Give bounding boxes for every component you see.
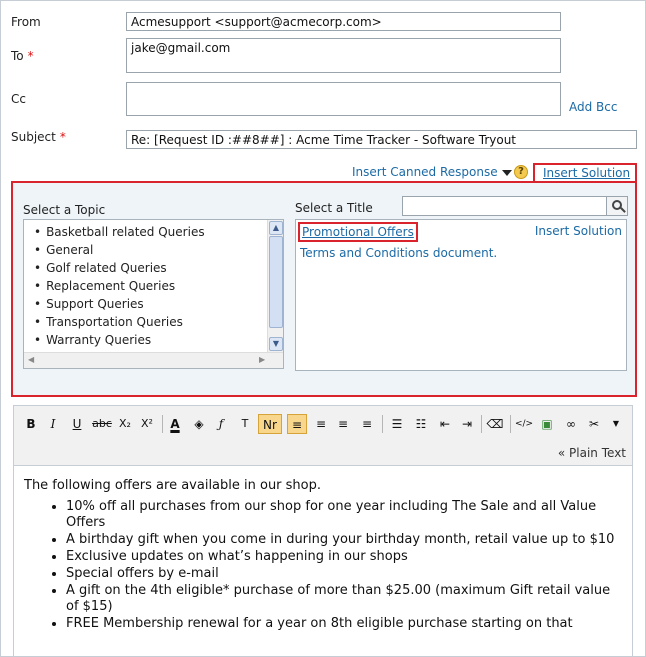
list-item[interactable]: • Warranty Queries (34, 331, 283, 349)
align-justify-icon[interactable]: ≡ (361, 417, 373, 431)
more-options-chevron-down-icon[interactable]: ▼ (612, 419, 620, 428)
font-color-button[interactable]: A (170, 417, 180, 431)
select-title-label: Select a Title (295, 201, 373, 215)
italic-button[interactable]: I (50, 417, 56, 431)
insert-solution-tab-label: Insert Solution (543, 166, 631, 180)
bullet-list-icon[interactable]: ☰ (391, 417, 403, 431)
topic-list[interactable] (23, 219, 284, 369)
image-icon[interactable]: ▣ (541, 417, 553, 431)
search-button[interactable] (606, 196, 628, 216)
list-item[interactable]: • Transportation Queries (34, 313, 283, 331)
list-item[interactable]: • General (34, 241, 283, 259)
outdent-icon[interactable]: ⇤ (439, 417, 451, 431)
plain-text-link[interactable]: « Plain Text (557, 446, 626, 460)
list-item: • A birthday gift when you come in during your birthday month, retail value up to $10 (66, 532, 624, 548)
insert-solution-tab[interactable] (533, 163, 637, 183)
scrollbar-thumb[interactable] (269, 236, 283, 328)
list-item[interactable]: • Support Queries (34, 295, 283, 313)
from-field[interactable]: Acmesupport <support@acmecorp.com> (126, 12, 561, 31)
numbered-list-icon[interactable]: ☷ (415, 417, 427, 431)
list-item: • FREE Membership renewal for a year on 8th eligible purchase starting on that (66, 616, 624, 632)
text-size-icon[interactable]: T (241, 417, 249, 430)
align-right-icon[interactable]: ≡ (337, 417, 349, 431)
to-field[interactable]: jake@gmail.com (126, 38, 561, 73)
cc-field[interactable] (126, 82, 561, 116)
select-topic-label: Select a Topic (23, 203, 106, 217)
editor-content[interactable] (24, 478, 624, 633)
scroll-down-icon[interactable]: ▼ (269, 337, 283, 351)
add-bcc-link[interactable]: Add Bcc (569, 100, 618, 114)
highlight-color-icon[interactable]: ◈ (194, 417, 204, 431)
intro-text: The following offers are available in our shop. (24, 478, 322, 493)
required-mark: * (59, 130, 66, 144)
required-mark: * (27, 49, 34, 63)
unlink-icon[interactable]: ✂ (588, 417, 600, 431)
superscript-button[interactable]: X² (141, 417, 153, 430)
title-search-input[interactable] (402, 196, 607, 216)
strikethrough-button[interactable]: abc (92, 417, 112, 430)
list-item: • Special offers by e-mail (66, 566, 624, 582)
align-left-icon[interactable]: ≡ (287, 414, 307, 434)
topic-horizontal-scrollbar[interactable] (24, 352, 283, 368)
solution-list (295, 219, 627, 371)
underline-button[interactable]: U (72, 417, 82, 431)
editor-toolbar (14, 406, 632, 466)
font-size-button[interactable]: Nr (258, 414, 282, 434)
rich-text-editor (13, 405, 633, 657)
html-icon[interactable]: </> (514, 419, 534, 429)
help-icon[interactable]: ? (514, 165, 528, 179)
list-item: • Exclusive updates on what’s happening in our shops (66, 549, 624, 565)
solution-panel (11, 181, 637, 397)
offer-list (24, 499, 624, 632)
cc-label: Cc (11, 92, 26, 106)
subscript-button[interactable]: X₂ (119, 417, 131, 430)
bold-button[interactable]: B (26, 417, 36, 431)
insert-solution-link[interactable]: Insert Solution (534, 224, 622, 238)
solution-item-promotional-offers[interactable]: Promotional Offers (298, 222, 418, 242)
align-center-icon[interactable]: ≡ (315, 417, 327, 431)
link-icon[interactable]: ∞ (566, 417, 576, 431)
list-item[interactable]: • Basketball related Queries (34, 223, 283, 241)
subject-field[interactable]: Re: [Request ID :##8##] : Acme Time Tracker - Software Tryout (126, 130, 637, 149)
subject-label: Subject * (11, 130, 66, 144)
list-item[interactable]: • Replacement Queries (34, 277, 283, 295)
to-label: To * (11, 49, 34, 63)
scroll-left-icon[interactable]: ◀ (28, 355, 35, 364)
list-item: • A gift on the 4th eligible* purchase of more than $25.00 (maximum Gift retail value of $15) (66, 583, 624, 615)
from-label: From (11, 15, 41, 29)
list-item[interactable]: • Golf related Queries (34, 259, 283, 277)
list-item: • 10% off all purchases from our shop for one year including The Sale and all Value Offers (66, 499, 624, 531)
indent-icon[interactable]: ⇥ (461, 417, 473, 431)
clear-format-icon[interactable]: ⌫ (486, 417, 504, 431)
scroll-up-icon[interactable]: ▲ (269, 221, 283, 235)
solution-item-terms[interactable]: Terms and Conditions document. (300, 246, 498, 260)
scroll-right-icon[interactable]: ▶ (259, 355, 266, 364)
font-family-icon[interactable]: ƒ (218, 417, 224, 431)
chevron-down-icon (502, 170, 512, 176)
insert-canned-response-dropdown[interactable]: Insert Canned Response (352, 165, 512, 179)
topic-vertical-scrollbar[interactable] (267, 220, 283, 353)
